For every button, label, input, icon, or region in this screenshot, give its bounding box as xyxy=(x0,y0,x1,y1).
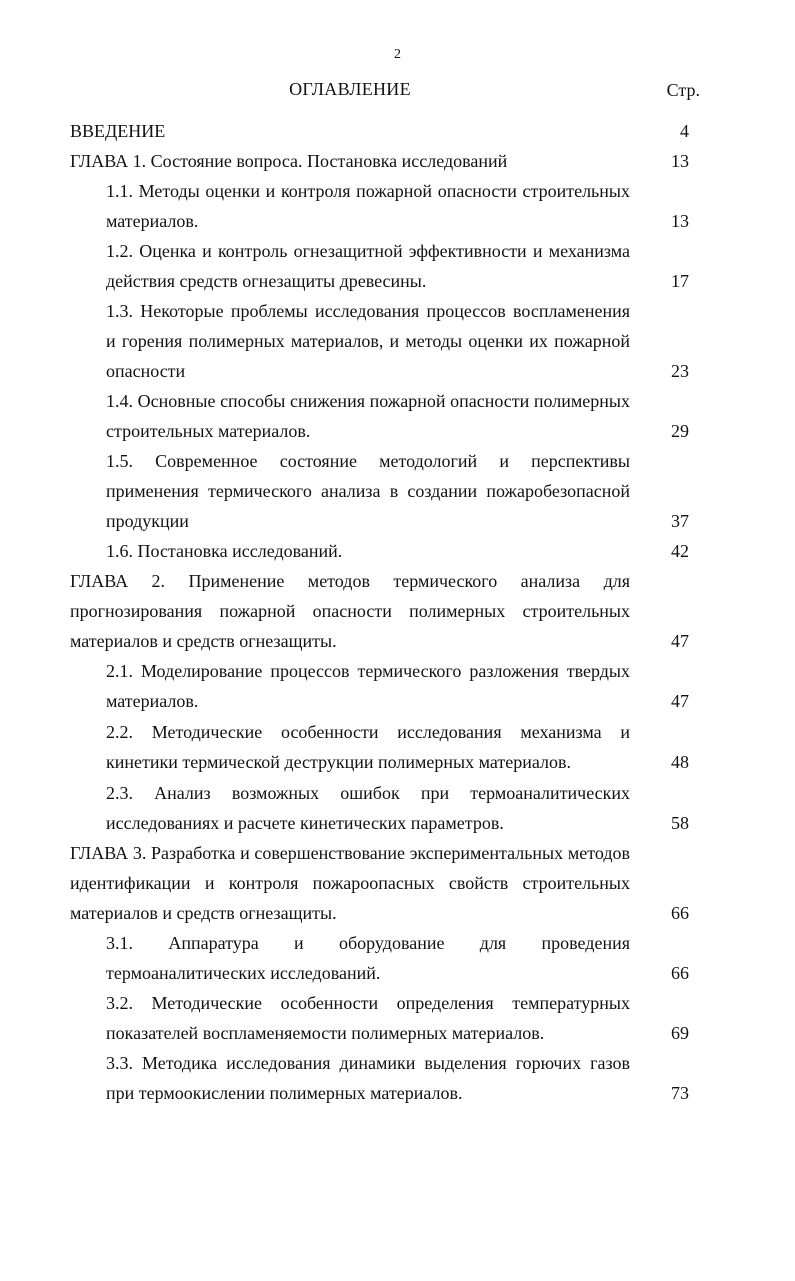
toc-entry-page: 13 xyxy=(671,151,689,171)
page-number: 2 xyxy=(394,47,401,62)
toc-entry-text: 1.5. Современное состояние методологий и перспективы применения термического анализа в создании пожаробезопасной продукции xyxy=(106,451,630,531)
toc-entry-text: 1.2. Оценка и контроль огнезащитной эффективности и механизма действия средств огнезащиты древесины. xyxy=(106,241,630,291)
toc-entry-text: 3.1. Аппаратура и оборудование для проведения термоаналитических исследований. xyxy=(106,933,630,983)
toc-entry-text: 1.3. Некоторые проблемы исследования процессов воспламенения и горения полимерных материалов, и методы оценки их пожарной опасности xyxy=(106,301,630,381)
toc-entry-page: 66 xyxy=(671,903,689,923)
toc-entry-page: 4 xyxy=(680,121,689,141)
toc-entry-page: 48 xyxy=(671,752,689,772)
toc-entry-page: 47 xyxy=(671,631,689,651)
toc-entry-text: 3.2. Методические особенности определения температурных показателей воспламеняемости полимерных материалов. xyxy=(106,993,630,1043)
toc-entry-text: 2.1. Моделирование процессов термического разложения твердых материалов. xyxy=(106,661,630,711)
toc-entry-page: 58 xyxy=(671,813,689,833)
toc-entry-text: 2.3. Анализ возможных ошибок при термоаналитических исследованиях и расчете кинетических параметров. xyxy=(106,783,630,833)
toc-entry-text: 1.4. Основные способы снижения пожарной опасности полимерных строительных материалов. xyxy=(106,391,630,441)
toc-entry-text: ГЛАВА 3. Разработка и совершенствование экспериментальных методов идентификации и контроля пожароопасных свойств строительных материалов и средств огнезащиты. xyxy=(70,843,630,923)
toc-entry-page: 69 xyxy=(671,1023,689,1043)
toc-entry-text: ВВЕДЕНИЕ xyxy=(70,121,166,141)
toc-entry-text: 2.2. Методические особенности исследования механизма и кинетики термической деструкции полимерных материалов. xyxy=(106,722,630,772)
toc-entry-text: 1.1. Методы оценки и контроля пожарной опасности строительных материалов. xyxy=(106,181,630,231)
toc-entry-page: 29 xyxy=(671,421,689,441)
toc-entry-page: 47 xyxy=(671,691,689,711)
toc-entry-page: 23 xyxy=(671,361,689,381)
toc-entry-text: 3.3. Методика исследования динамики выделения горючих газов при термоокислении полимерных материалов. xyxy=(106,1053,630,1103)
toc-entry-page: 66 xyxy=(671,963,689,983)
toc-entry-page: 13 xyxy=(671,211,689,231)
toc-entry-page: 42 xyxy=(671,541,689,561)
toc-entry-text: ГЛАВА 2. Применение методов термического анализа для прогнозирования пожарной опасности полимерных строительных материалов и средств огнезащиты. xyxy=(70,571,630,651)
page-column-header: Стр. xyxy=(666,80,700,100)
page-title: ОГЛАВЛЕНИЕ xyxy=(289,79,411,99)
toc-entry-text: 1.6. Постановка исследований. xyxy=(106,541,343,561)
toc-entry-text: ГЛАВА 1. Состояние вопроса. Постановка исследований xyxy=(70,151,508,171)
toc-entry-page: 37 xyxy=(671,511,689,531)
toc-entry-page: 73 xyxy=(671,1083,689,1103)
toc-entry-page: 17 xyxy=(671,271,689,291)
